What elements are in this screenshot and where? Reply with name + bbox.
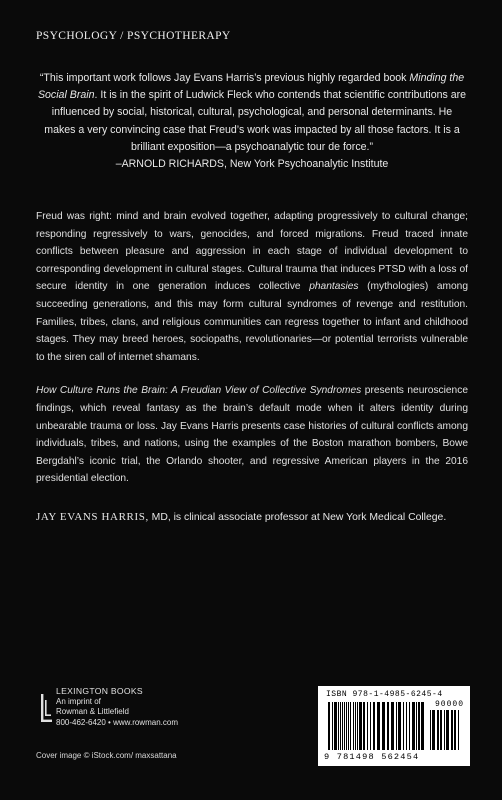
barcode-bar [409,702,410,750]
book-description [36,208,468,504]
book-full-title: How Culture Runs the Brain: A Freudian View of Collective Syndromes [36,385,362,397]
barcode-bar [328,702,330,750]
category-label: PSYCHOLOGY / PSYCHOTHERAPY [36,30,231,42]
p1-text-1: Freud was right: mind and brain evolved together, adapting progressively to cultural change; responding regressively to wars, genocides, and forced migrations. Freud traced innate conflicts between pleasure and aggression in each stage of individual development to corresponding development in cultural stages. Cultural trauma that induces PTSD with a loss of secure identity in one generation induces collective [36,211,468,293]
addon-bar [430,710,431,750]
barcode-bar [377,702,380,750]
barcode-bar [370,702,371,750]
barcode-bar [359,702,362,750]
blurb-attribution [36,156,468,173]
lexington-logo-icon [36,694,54,728]
author-bio [36,511,476,523]
blurb-text-2: . It is in the spirit of Ludwick Fleck who contends that scientific contributions are influenced by social, historical, cultural, psychological, and personal determinants. He makes a very convincing case that Freud’s work was impacted by all those factors. It is a brilliant exposition—a psychoanalytic tour de force.” [44,89,467,153]
p2-text: presents neuroscience findings, which reveal fantasy as the brain’s default mode when it alters identity during unbearable trauma or loss. Jay Evans Harris presents case histories of cultural conflicts among individuals, tribes, and nations, using the examples of the Boston marathon bombers, Bowe Bergdahl’s iconic trial, the Orlando shooter, and regressive American players in the 2016 presidential election. [36,385,468,485]
cover-image-credit: Cover image © iStock.com/ maxsattana [36,751,177,760]
barcode-bar [373,702,375,750]
description-paragraph-2 [36,382,468,488]
author-bio-text: MD, is clinical associate professor at New York Medical College. [148,512,447,523]
barcode-bar [412,702,415,750]
parent-publisher: Rowman & Littlefield [56,707,129,717]
barcode-panel [318,686,470,766]
publisher-contact [56,718,196,729]
barcode-bar [342,702,343,750]
barcode-bar [396,702,397,750]
barcode-bar [416,702,417,750]
imprint-line: An imprint of [56,696,101,706]
attribution-name: –ARNOLD RICHARDS, [115,158,227,171]
blurb-text-1: “This important work follows Jay Evans Harris’s previous highly regarded book [39,72,410,84]
barcode-bar [338,702,339,750]
p1-text-2: (mythologies) among succeeding generations, and this may form cultural syndromes of revenge and restitution. Families, tribes, clans, and religious communities can regress together to infant and childhood stages. They may breed heroes, sociopaths, revolutionaries—or potential terrorists vulnerable to the siren call of internet shamans. [36,281,468,363]
author-name: JAY EVANS HARRIS, [36,511,149,523]
barcode-image [326,702,462,752]
addon-bar [446,710,449,750]
barcode-bar [332,702,333,750]
barcode-bar [344,702,345,750]
addon-bar [437,710,439,750]
barcode-bar [363,702,365,750]
barcode-bar [353,702,354,750]
publisher-phone: 800-462-6420 [56,717,106,727]
isbn-text: ISBN 978-1-4985-6245-4 [326,690,443,699]
barcode-bar [346,702,347,750]
addon-bar [458,710,459,750]
barcode-bar [382,702,385,750]
barcode-bar [367,702,368,750]
publisher-name: LEXINGTON BOOKS [56,686,143,696]
barcode-bar [348,702,349,750]
addon-bar [451,710,453,750]
addon-bar [432,710,435,750]
barcode-bar [357,702,358,750]
barcode-bar [421,702,424,750]
p1-emphasis: phantasies [309,281,359,293]
barcode-bar [334,702,337,750]
publisher-url[interactable]: www.rowman.com [113,717,178,727]
blurb-book-title: Minding the Social Brain [37,72,465,102]
barcode-bar [340,702,341,750]
description-paragraph-1 [36,208,468,366]
barcode-bar [391,702,394,750]
barcode-bar [406,702,407,750]
addon-bar [440,710,442,750]
barcode-bar [387,702,389,750]
ean-number: 9 781498 562454 [324,752,420,762]
addon-bar [444,710,445,750]
addon-bar [454,710,456,750]
barcode-bar [350,702,351,750]
barcode-bar [418,702,420,750]
barcode-bar [398,702,401,750]
contact-separator: • [105,717,114,727]
barcode-bar [403,702,404,750]
price-code: 90000 [434,700,464,709]
attribution-org: New York Psychoanalytic Institute [226,158,389,171]
endorsement-blurb [36,70,468,173]
barcode-bar [355,702,356,750]
